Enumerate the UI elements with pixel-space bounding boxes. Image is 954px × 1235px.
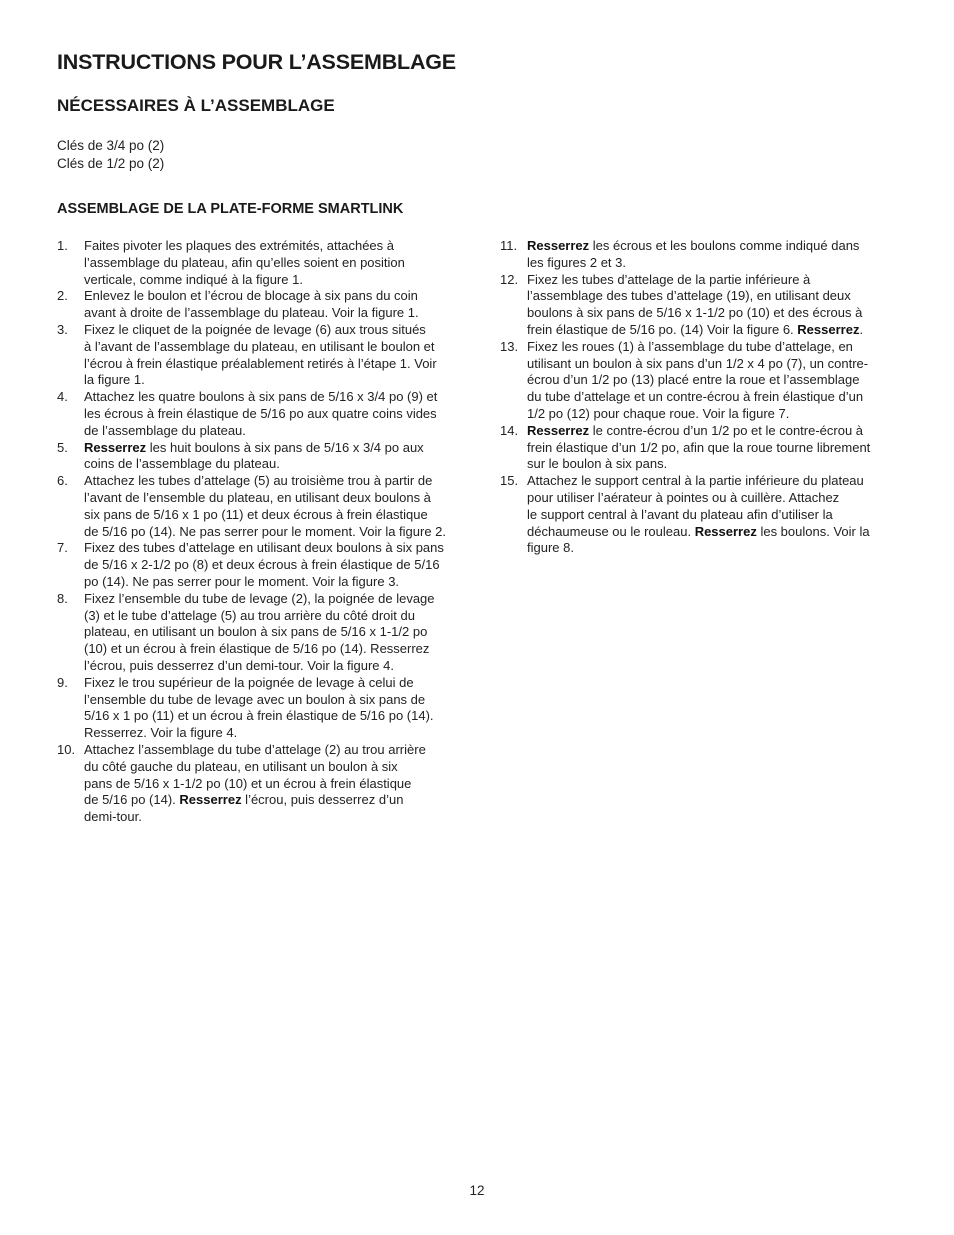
- text-segment: Fixez le cliquet de la poignée de levage (6) aux trous situés: [84, 321, 426, 337]
- text-segment: Enlevez le boulon et l’écrou de blocage à six pans du coin: [84, 288, 418, 304]
- tools-list: [57, 137, 164, 173]
- section-heading: ASSEMBLAGE DE LA PLATE-FORME SMARTLINK: [57, 201, 404, 217]
- bold-keyword: Resserrez: [527, 422, 590, 438]
- step-line: [84, 658, 394, 673]
- text-segment: l’écrou à frein élastique préalablement retirés à l’étape 1. Voir: [84, 355, 437, 371]
- text-segment: les écrous à frein élastique de 5/16 po aux quatre coins vides: [84, 405, 437, 421]
- text-segment: 5/16 x 1 po (11) et un écrou à frein élastique de 5/16 po (14).: [84, 708, 434, 724]
- step-line: [84, 692, 425, 707]
- step-line: [84, 339, 435, 354]
- step-line: [84, 255, 405, 270]
- step-line: [84, 322, 426, 337]
- step-line: [84, 608, 415, 623]
- text-segment: Attachez l’assemblage du tube d’attelage (2) au trou arrière: [84, 741, 426, 757]
- step-line: [527, 305, 862, 320]
- step-line: [527, 423, 863, 438]
- text-segment: les boulons. Voir la: [756, 523, 870, 539]
- step-line: [527, 322, 863, 337]
- text-segment: l’avant de l’ensemble du plateau, en utilisant deux boulons à: [84, 489, 431, 505]
- step-line: [527, 372, 859, 387]
- step-item: [57, 742, 457, 826]
- step-text: [84, 473, 457, 540]
- step-line: [527, 339, 853, 354]
- bold-keyword: Resserrez: [84, 439, 147, 455]
- text-segment: Attachez les quatre boulons à six pans de 5/16 x 3/4 po (9) et: [84, 389, 438, 405]
- text-segment: utilisant un boulon à six pans d’un 1/2 x 4 po (7), un contre-: [527, 355, 869, 371]
- step-line: [84, 272, 303, 287]
- step-line: [84, 423, 246, 438]
- step-line: [84, 675, 414, 690]
- steps-left-column: [57, 238, 457, 826]
- step-text: [84, 540, 457, 590]
- text-segment: Attachez les tubes d’attelage (5) au troisième trou à partir de: [84, 473, 433, 489]
- step-line: [84, 641, 429, 656]
- step-text: [527, 423, 900, 473]
- text-segment: écrou d’un 1/2 po (13) placé entre la roue et l’assemblage: [527, 372, 860, 388]
- text-segment: avant à droite de l’assemblage du plateau. Voir la figure 1.: [84, 305, 419, 321]
- bold-keyword: Resserrez: [694, 523, 757, 539]
- text-segment: l’ensemble du tube de levage avec un boulon à six pans de: [84, 691, 426, 707]
- step-item: [500, 272, 900, 339]
- step-number: 2.: [57, 288, 68, 304]
- page-number: 12: [469, 1183, 485, 1198]
- text-segment: de 5/16 po (14). Ne pas serrer pour le moment. Voir la figure 2.: [84, 523, 447, 539]
- step-number: 5.: [57, 439, 68, 455]
- text-segment: pour utiliser l’aérateur à pointes ou à cuillère. Attachez: [527, 489, 840, 505]
- step-line: [84, 708, 434, 723]
- step-item: [500, 473, 900, 557]
- text-segment: frein élastique de 5/16 po. (14) Voir la figure 6.: [527, 321, 798, 337]
- step-item: [57, 473, 457, 540]
- text-segment: les huit boulons à six pans de 5/16 x 3/4 po aux: [146, 439, 424, 455]
- step-line: [84, 540, 444, 555]
- text-segment: verticale, comme indiqué à la figure 1.: [84, 271, 303, 287]
- text-segment: du tube d’attelage et un contre-écrou à frein élastique d’un: [527, 389, 864, 405]
- tool-item: Clés de 3/4 po (2): [57, 138, 165, 153]
- step-line: [84, 574, 399, 589]
- text-segment: .: [859, 321, 864, 337]
- step-line: [84, 809, 142, 824]
- step-line: [527, 440, 870, 455]
- bold-keyword: Resserrez: [179, 792, 242, 808]
- step-text: [527, 339, 900, 423]
- step-line: [84, 776, 411, 791]
- step-line: [527, 540, 574, 555]
- step-line: [84, 490, 431, 505]
- text-segment: le contre-écrou d’un 1/2 po et le contre-écrou à: [589, 422, 864, 438]
- step-item: [57, 238, 457, 288]
- text-segment: six pans de 5/16 x 1 po (11) et deux écrous à frein élastique: [84, 506, 428, 522]
- step-line: [84, 238, 394, 253]
- text-segment: de 5/16 po (14).: [84, 792, 180, 808]
- step-text: [84, 591, 457, 675]
- step-text: [84, 389, 457, 439]
- step-number: 4.: [57, 389, 68, 405]
- text-segment: de l’assemblage du plateau.: [84, 422, 246, 438]
- step-line: [84, 456, 280, 471]
- step-line: [527, 473, 864, 488]
- text-segment: Fixez les roues (1) à l’assemblage du tube d’attelage, en: [527, 338, 853, 354]
- step-text: [84, 440, 457, 474]
- step-number: 12.: [500, 271, 519, 287]
- step-line: [527, 406, 789, 421]
- step-line: [84, 389, 437, 404]
- text-segment: Fixez des tubes d’attelage en utilisant deux boulons à six pans: [84, 540, 444, 556]
- step-number: 9.: [57, 674, 68, 690]
- step-item: [57, 322, 457, 389]
- step-number: 13.: [500, 338, 519, 354]
- tool-item: Clés de 1/2 po (2): [57, 156, 165, 171]
- text-segment: les figures 2 et 3.: [527, 254, 626, 270]
- text-segment: de 5/16 x 2-1/2 po (8) et deux écrous à frein élastique de 5/16: [84, 557, 440, 573]
- bold-keyword: Resserrez: [797, 321, 860, 337]
- text-segment: coins de l’assemblage du plateau.: [84, 456, 280, 472]
- step-line: [527, 272, 810, 287]
- step-line: [527, 490, 839, 505]
- step-item: [500, 423, 900, 473]
- step-number: 3.: [57, 321, 68, 337]
- step-line: [84, 624, 427, 639]
- step-line: [84, 742, 426, 757]
- text-segment: boulons à six pans de 5/16 x 1-1/2 po (10) et des écrous à: [527, 305, 863, 321]
- step-line: [84, 440, 424, 455]
- text-segment: l’assemblage du plateau, afin qu’elles soient en position: [84, 254, 405, 270]
- step-line: [84, 372, 145, 387]
- text-segment: Fixez les tubes d’attelage de la partie inférieure à: [527, 271, 811, 287]
- steps-right-column: [500, 238, 900, 557]
- step-number: 14.: [500, 422, 519, 438]
- step-line: [527, 356, 868, 371]
- text-segment: frein élastique d’un 1/2 po, afin que la roue tourne librement: [527, 439, 871, 455]
- step-line: [84, 759, 398, 774]
- text-segment: le support central à l’avant du plateau afin d’utiliser la: [527, 506, 833, 522]
- step-item: [57, 288, 457, 322]
- step-line: [84, 288, 418, 303]
- text-segment: à l’avant de l’assemblage du plateau, en utilisant le boulon et: [84, 338, 435, 354]
- step-line: [527, 288, 851, 303]
- text-segment: les écrous et les boulons comme indiqué dans: [589, 238, 860, 253]
- step-item: [57, 540, 457, 590]
- text-segment: la figure 1.: [84, 372, 145, 388]
- step-line: [84, 356, 437, 371]
- step-line: [84, 725, 237, 740]
- page-title: INSTRUCTIONS POUR L’ASSEMBLAGE: [57, 50, 456, 74]
- step-item: [500, 339, 900, 423]
- text-segment: pans de 5/16 x 1-1/2 po (10) et un écrou à frein élastique: [84, 775, 412, 791]
- text-segment: plateau, en utilisant un boulon à six pans de 5/16 x 1-1/2 po: [84, 624, 428, 640]
- text-segment: 1/2 po (12) pour chaque roue. Voir la figure 7.: [527, 405, 790, 421]
- step-line: [84, 792, 403, 807]
- step-line: [527, 507, 833, 522]
- step-number: 8.: [57, 590, 68, 606]
- step-number: 10.: [57, 741, 76, 757]
- text-segment: l’assemblage des tubes d’attelage (19), en utilisant deux: [527, 288, 851, 304]
- step-line: [84, 406, 437, 421]
- text-segment: l’écrou, puis desserrez d’un: [241, 792, 404, 808]
- step-line: [527, 389, 863, 404]
- step-text: [84, 742, 457, 826]
- step-line: [527, 238, 859, 253]
- text-segment: po (14). Ne pas serrer pour le moment. Voir la figure 3.: [84, 573, 400, 589]
- step-text: [527, 272, 900, 339]
- step-text: [84, 238, 457, 288]
- step-line: [84, 305, 419, 320]
- text-segment: (3) et le tube d’attelage (5) au trou arrière du côté droit du: [84, 607, 415, 623]
- step-line: [84, 557, 440, 572]
- step-line: [527, 456, 667, 471]
- step-line: [84, 507, 428, 522]
- step-item: [57, 675, 457, 742]
- tools-heading: NÉCESSAIRES À L’ASSEMBLAGE: [57, 96, 335, 115]
- step-item: [57, 389, 457, 439]
- step-text: [84, 322, 457, 389]
- text-segment: Resserrez. Voir la figure 4.: [84, 725, 238, 741]
- text-segment: l’écrou, puis desserrez d’un demi-tour. Voir la figure 4.: [84, 657, 394, 673]
- step-item: [57, 440, 457, 474]
- text-segment: Faites pivoter les plaques des extrémités, attachées à: [84, 238, 394, 253]
- step-number: 6.: [57, 473, 68, 489]
- step-line: [527, 255, 626, 270]
- text-segment: demi-tour.: [84, 809, 142, 825]
- step-text: [84, 675, 457, 742]
- step-line: [527, 524, 870, 539]
- text-segment: Attachez le support central à la partie inférieure du plateau: [527, 473, 864, 489]
- step-text: [527, 238, 900, 272]
- step-text: [84, 288, 457, 322]
- step-item: [500, 238, 900, 272]
- text-segment: du côté gauche du plateau, en utilisant un boulon à six: [84, 758, 398, 774]
- step-item: [57, 591, 457, 675]
- text-segment: sur le boulon à six pans.: [527, 456, 668, 472]
- bold-keyword: Resserrez: [527, 238, 590, 253]
- step-number: 1.: [57, 238, 68, 253]
- text-segment: Fixez le trou supérieur de la poignée de levage à celui de: [84, 674, 414, 690]
- step-number: 15.: [500, 473, 519, 489]
- step-number: 7.: [57, 540, 68, 556]
- step-line: [84, 473, 432, 488]
- text-segment: déchaumeuse ou le rouleau.: [527, 523, 695, 539]
- step-line: [84, 524, 446, 539]
- step-number: 11.: [500, 238, 518, 253]
- text-segment: Fixez l’ensemble du tube de levage (2), la poignée de levage: [84, 590, 435, 606]
- step-text: [527, 473, 900, 557]
- text-segment: figure 8.: [527, 540, 574, 556]
- text-segment: (10) et un écrou à frein élastique de 5/16 po (14). Resserrez: [84, 641, 430, 657]
- step-line: [84, 591, 435, 606]
